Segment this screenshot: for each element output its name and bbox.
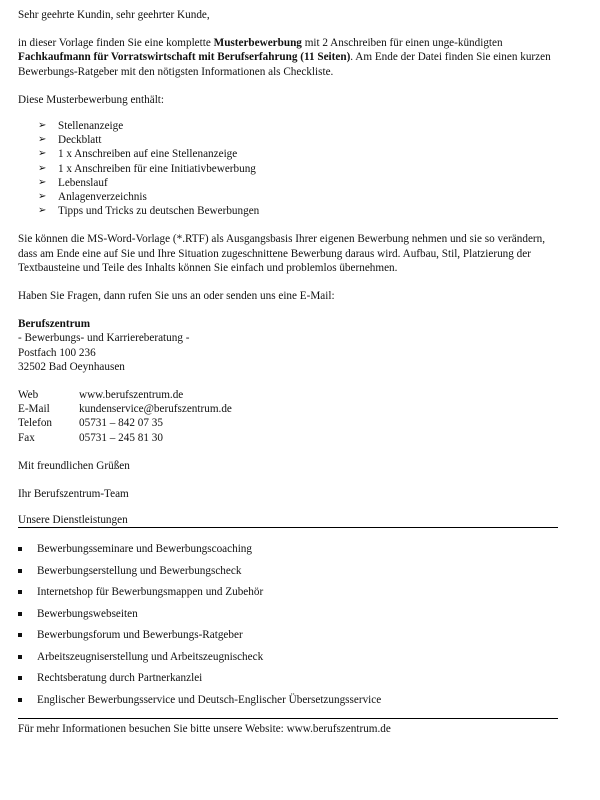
signature: Ihr Berufszentrum-Team	[18, 488, 129, 501]
square-bullet-icon	[18, 676, 22, 680]
intro-text-1: in dieser Vorlage finden Sie eine komplette	[18, 37, 214, 50]
email-link[interactable]: kundenservice@berufszentrum.de	[79, 403, 232, 416]
intro-text-2: mit 2 Anschreiben für einen unge-kündigten	[301, 37, 503, 50]
fax-number: 05731 – 245 81 30	[79, 431, 163, 444]
list-item: ➢ Lebenslauf	[38, 176, 108, 189]
square-bullet-icon	[18, 612, 22, 616]
intro-bold-2: Fachkaufmann für Vorratswirtschaft mit Berufserfahrung (11 Seiten)	[18, 51, 351, 64]
divider	[18, 527, 558, 528]
address-city: 32502 Bad Oeynhausen	[18, 360, 125, 373]
square-bullet-icon	[18, 633, 22, 637]
address-block	[18, 317, 558, 374]
list-item: ➢ Anlagenverzeichnis	[38, 191, 147, 204]
square-bullet-icon	[18, 569, 22, 573]
web-link[interactable]: www.berufszentrum.de	[79, 389, 184, 402]
document-body	[18, 8, 558, 737]
list-item: ➢ 1 x Anschreiben für eine Initiativbewerbung	[38, 162, 256, 175]
arrow-bullet-icon: ➢	[38, 176, 47, 188]
contact-block	[18, 388, 558, 445]
phone-number: 05731 – 842 07 35	[79, 417, 163, 430]
greeting: Sehr geehrte Kundin, sehr geehrter Kunde,	[18, 9, 210, 21]
divider	[18, 718, 558, 719]
list-item: Rechtsberatung durch Partnerkanzlei	[18, 671, 558, 693]
list-item: ➢ Deckblatt	[38, 134, 102, 147]
contact-web: Web www.berufszentrum.de	[18, 389, 184, 402]
arrow-bullet-icon: ➢	[38, 148, 47, 160]
arrow-bullet-icon: ➢	[38, 162, 47, 174]
square-bullet-icon	[18, 655, 22, 659]
services-heading: Unsere Dienstleistungen	[18, 514, 128, 527]
intro-text-3: . Am Ende der Datei finden Sie einen kurzen Bewerbungs-Ratgeber mit den nötigsten Informationen als Checkliste.	[18, 51, 551, 78]
arrow-bullet-icon: ➢	[38, 205, 47, 217]
square-bullet-icon	[18, 698, 22, 702]
questions-paragraph: Haben Sie Fragen, dann rufen Sie uns an oder senden uns eine E-Mail:	[18, 290, 335, 303]
arrow-bullet-icon: ➢	[38, 134, 47, 146]
company-tagline: - Bewerbungs- und Karriereberatung -	[18, 332, 190, 345]
contact-fax: Fax 05731 – 245 81 30	[18, 431, 163, 444]
intro-paragraph	[18, 36, 558, 79]
list-item: Bewerbungsforum und Bewerbungs-Ratgeber	[18, 628, 558, 650]
address-street: Postfach 100 236	[18, 346, 96, 359]
list-item: Bewerbungserstellung und Bewerbungscheck	[18, 564, 558, 586]
footer-text: Für mehr Informationen besuchen Sie bitte unsere Website: www.berufszentrum.de	[18, 723, 391, 736]
square-bullet-icon	[18, 590, 22, 594]
contents-heading: Diese Musterbewerbung enthält:	[18, 93, 165, 106]
list-item: Englischer Bewerbungsservice und Deutsch-Englischer Übersetzungsservice	[18, 693, 558, 715]
arrow-bullet-icon: ➢	[38, 191, 47, 203]
list-item: ➢ Tipps und Tricks zu deutschen Bewerbungen	[38, 205, 260, 218]
list-item: ➢ Stellenanzeige	[38, 120, 124, 133]
list-item: Arbeitszeugniserstellung und Arbeitszeugnischeck	[18, 650, 558, 672]
list-item: ➢ 1 x Anschreiben auf eine Stellenanzeige	[38, 148, 238, 161]
usage-paragraph: Sie können die MS-Word-Vorlage (*.RTF) als Ausgangsbasis Ihrer eigenen Bewerbung nehmen und sie so verändern, dass am Ende eine auf Sie und Ihre Situation zugeschnittene Bewerbung daraus wird. Aufbau, Stil, Platzierung der Textbausteine und Teile des Inhalts können Sie einfach und problemlos übernehmen.	[18, 233, 546, 274]
intro-bold-1: Musterbewerbung	[213, 37, 302, 50]
list-item: Bewerbungswebseiten	[18, 607, 558, 629]
closing: Mit freundlichen Grüßen	[18, 459, 130, 472]
list-item: Bewerbungsseminare und Bewerbungscoaching	[18, 542, 558, 564]
square-bullet-icon	[18, 547, 22, 551]
contact-phone: Telefon 05731 – 842 07 35	[18, 417, 163, 430]
contact-email: E-Mail kundenservice@berufszentrum.de	[18, 403, 232, 416]
company-name: Berufszentrum	[18, 318, 91, 331]
contents-list	[18, 119, 558, 218]
list-item: Internetshop für Bewerbungsmappen und Zubehör	[18, 585, 558, 607]
arrow-bullet-icon: ➢	[38, 120, 47, 132]
services-list	[18, 542, 558, 714]
